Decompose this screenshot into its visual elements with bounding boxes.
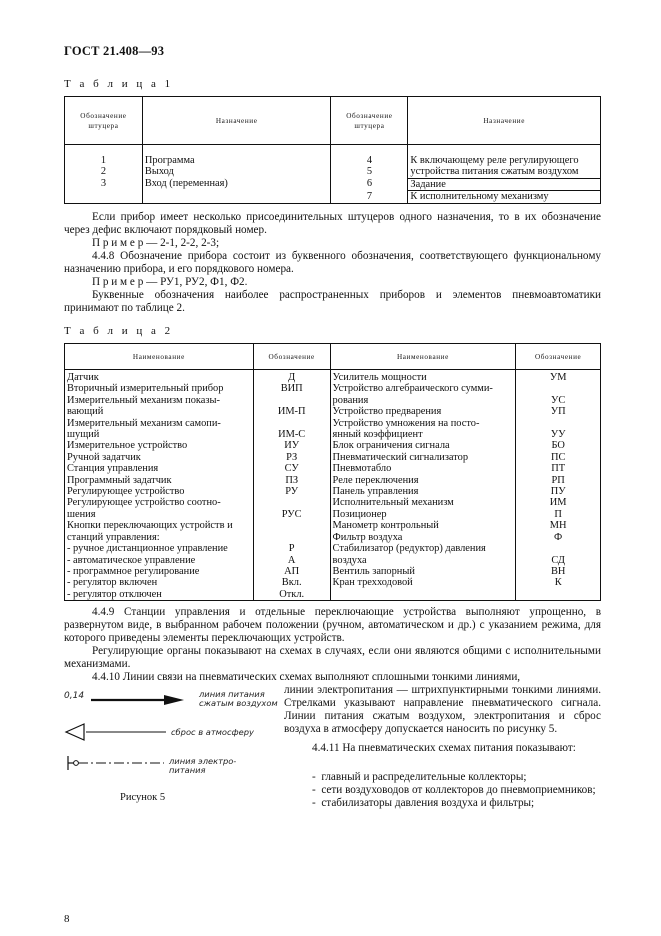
paragraph-4-4-11: 4.4.11 На пневматических схемах питания показывают: xyxy=(312,742,576,754)
table2-cell: Измерительный механизм показы- xyxy=(65,395,254,406)
table2-row xyxy=(65,440,601,451)
table2-row xyxy=(65,406,601,417)
table2-cell: Манометр контрольный xyxy=(330,520,516,531)
table2-cell xyxy=(516,418,601,429)
paragraph-4-4-10: 4.4.10 Линии связи на пневматических схемах выполняют сплошными тонкими линиями, xyxy=(92,671,521,683)
paragraph: Буквенные обозначения наиболее распространенных приборов и элементов пневмоавтоматики принимают по таблице 2. xyxy=(64,289,601,314)
table2-cell: Откл. xyxy=(253,589,330,601)
table2-cell xyxy=(253,418,330,429)
table1-cell: К включающему реле регулирующего xyxy=(408,155,601,166)
table2-cell: Измерительный механизм самопи- xyxy=(65,418,254,429)
table2-cell: Измерительное устройство xyxy=(65,440,254,451)
table2-row xyxy=(65,463,601,474)
table2-cell: ВН xyxy=(516,566,601,577)
table1-cell: К исполнительному механизму xyxy=(408,191,601,203)
table1-header: Обозначение штуцера xyxy=(65,97,143,145)
table2-cell: Панель управления xyxy=(330,486,516,497)
table2-cell: СУ xyxy=(253,463,330,474)
table2-cell: Регулирующее устройство соотно- xyxy=(65,497,254,508)
table2-cell: Программный задатчик xyxy=(65,475,254,486)
table2-caption: Т а б л и ц а 2 xyxy=(64,325,174,337)
table2-cell: вающий xyxy=(65,406,254,417)
table1-header: Назначение xyxy=(408,97,601,145)
table2-cell: РЗ xyxy=(253,452,330,463)
table2-cell: Ручной задатчик xyxy=(65,452,254,463)
table2-header: Обозначение xyxy=(253,344,330,370)
table2-cell: Исполнительный механизм xyxy=(330,497,516,508)
table2-cell: ПС xyxy=(516,452,601,463)
table1-header: Обозначение штуцера xyxy=(331,97,408,145)
table1-cell: устройства питания сжатым воздухом xyxy=(408,166,601,178)
table2-cell: ИМ-П xyxy=(253,406,330,417)
table2-cell: шущий xyxy=(65,429,254,440)
table2-cell: УС xyxy=(516,395,601,406)
table2-cell: БО xyxy=(516,440,601,451)
table2-cell: Вторичный измерительный прибор xyxy=(65,383,254,394)
table1-cell: 1 xyxy=(65,155,143,166)
terminal-circle-icon xyxy=(74,761,79,766)
paragraph: Если прибор имеет несколько присоединительных штуцеров одного назначения, то в их обозначение через дефис включают порядковый номер. xyxy=(64,211,601,236)
table2-cell: А xyxy=(253,555,330,566)
table2-cell: Устройство алгебраического сумми- xyxy=(330,383,516,394)
table2-cell: АП xyxy=(253,566,330,577)
table2-cell: ПТ xyxy=(516,463,601,474)
table2-row xyxy=(65,418,601,429)
figure5-caption: Рисунок 5 xyxy=(120,792,166,803)
figure5-label: линия электро- питания xyxy=(169,756,237,775)
page-number: 8 xyxy=(64,913,70,925)
table2-header: Наименование xyxy=(65,344,254,370)
table2-row xyxy=(65,486,601,497)
table2-cell: Стабилизатор (редуктор) давления xyxy=(330,543,516,554)
table2-cell: РУ xyxy=(253,486,330,497)
table2-cell: УМ xyxy=(516,370,601,384)
table2-cell: - автоматическое управление xyxy=(65,555,254,566)
paragraph: Регулирующие органы показывают на схемах в случаях, если они являются общими с исполнительными механизмами. xyxy=(64,645,601,670)
table2-cell: РП xyxy=(516,475,601,486)
table2-cell xyxy=(253,532,330,543)
table2-cell xyxy=(516,383,601,394)
table2-row xyxy=(65,497,601,508)
table2-row xyxy=(65,566,601,577)
table2-cell: УУ xyxy=(516,429,601,440)
table2-cell: Фильтр воздуха xyxy=(330,532,516,543)
table2-row xyxy=(65,543,601,554)
table1-cell: Задание xyxy=(408,178,601,190)
table2-row xyxy=(65,555,601,566)
example-line: П р и м е р — 2-1, 2-2, 2-3; xyxy=(92,237,220,249)
table2-cell: Вентиль запорный xyxy=(330,566,516,577)
table2-cell: К xyxy=(516,577,601,588)
table2-cell: УП xyxy=(516,406,601,417)
table2-cell: Д xyxy=(253,370,330,384)
document-header: ГОСТ 21.408—93 xyxy=(64,44,165,58)
table2-cell: Пневматический сигнализатор xyxy=(330,452,516,463)
table2-cell: Станция управления xyxy=(65,463,254,474)
open-arrow-icon xyxy=(66,724,84,740)
table2-cell: Кнопки переключающих устройств и xyxy=(65,520,254,531)
table2-cell: П xyxy=(516,509,601,520)
table2-cell: Вкл. xyxy=(253,577,330,588)
list-item: - сети воздуховодов от коллекторов до пневмоприемников; xyxy=(312,784,596,796)
table1-cell: 2 xyxy=(65,166,143,178)
table2-cell: ИМ-С xyxy=(253,429,330,440)
table2-row xyxy=(65,475,601,486)
table2-cell: Позиционер xyxy=(330,509,516,520)
arrow-head-icon xyxy=(164,695,184,705)
table2-cell: - ручное дистанционное управление xyxy=(65,543,254,554)
table2-cell: Регулирующее устройство xyxy=(65,486,254,497)
table1-caption: Т а б л и ц а 1 xyxy=(64,78,174,90)
table2-cell: ПЗ xyxy=(253,475,330,486)
list-item: - стабилизаторы давления воздуха и фильтры; xyxy=(312,797,535,809)
table2-cell: Устройство умножения на посто- xyxy=(330,418,516,429)
table2-header: Обозначение xyxy=(516,344,601,370)
table2-cell: Пневмотабло xyxy=(330,463,516,474)
figure5-label: линия питания сжатым воздухом xyxy=(199,689,278,708)
table1-header: Назначение xyxy=(142,97,331,145)
table2-row xyxy=(65,509,601,520)
paragraph-4-4-9: 4.4.9 Станции управления и отдельные переключающие устройства выполняют упрощенно, в развернутом виде, в выбранном рабочем положении (ручном, автоматическом и др.) с указанием режима, для которого приведены элементы переключающих устройств. xyxy=(64,606,601,644)
pressure-label: 0,14 xyxy=(64,691,85,701)
table2-row xyxy=(65,532,601,543)
table2-cell xyxy=(516,543,601,554)
table1-cell: Программа xyxy=(142,155,331,166)
table2-cell: Реле переключения xyxy=(330,475,516,486)
table1-cell: Вход (переменная) xyxy=(142,178,331,190)
figure5-label: сброс в атмосферу xyxy=(171,727,254,737)
table2-cell: МН xyxy=(516,520,601,531)
table1-cell: 3 xyxy=(65,178,143,190)
table2-cell: Датчик xyxy=(65,370,254,384)
table2-cell: ПУ xyxy=(516,486,601,497)
table2-cell: Ф xyxy=(516,532,601,543)
paragraph-4-4-10-cont: линии электропитания — штрихпунктирными тонкими линиями. Стрелками указывают направление пневматического сигнала. Линии питания сжатым воздухом, электропитания и сброс воздуха в атмосферу допускается наносить по рисунку 5. xyxy=(284,684,601,735)
table2-row xyxy=(65,383,601,394)
table2-cell: РУС xyxy=(253,509,330,520)
table2-cell: ИУ xyxy=(253,440,330,451)
table2-row xyxy=(65,520,601,531)
table1-cell: 4 xyxy=(331,155,408,166)
table2-cell: воздуха xyxy=(330,555,516,566)
table2-cell: Блок ограничения сигнала xyxy=(330,440,516,451)
table1-cell: 7 xyxy=(331,191,408,203)
table1 xyxy=(64,96,601,204)
table2-cell: - регулятор отключен xyxy=(65,589,254,601)
table2-cell xyxy=(330,589,516,601)
table2-cell: ИМ xyxy=(516,497,601,508)
table2-cell: СД xyxy=(516,555,601,566)
table2-cell: станций управления: xyxy=(65,532,254,543)
example-line: П р и м е р — РУ1, РУ2, Ф1, Ф2. xyxy=(92,276,248,288)
table2-cell: Р xyxy=(253,543,330,554)
table2 xyxy=(64,343,601,601)
table2-row xyxy=(65,395,601,406)
table2-cell: Устройство предварения xyxy=(330,406,516,417)
table1-cell: 6 xyxy=(331,178,408,190)
paragraph: 4.4.8 Обозначение прибора состоит из буквенного обозначения, соответствующего функциональному назначению прибора, и его порядкового номера. xyxy=(64,250,601,275)
table2-cell: Кран трехходовой xyxy=(330,577,516,588)
table2-row xyxy=(65,370,601,384)
table2-cell: - программное регулирование xyxy=(65,566,254,577)
table2-cell xyxy=(253,497,330,508)
table2-header: Наименование xyxy=(330,344,516,370)
table1-cell: 5 xyxy=(331,166,408,178)
table2-row xyxy=(65,452,601,463)
table2-cell: рования xyxy=(330,395,516,406)
list xyxy=(284,771,601,810)
list-item: - главный и распределительные коллекторы; xyxy=(312,771,527,783)
table2-row xyxy=(65,429,601,440)
table2-cell: - регулятор включен xyxy=(65,577,254,588)
table1-cell: Выход xyxy=(142,166,331,178)
table2-row xyxy=(65,577,601,588)
table2-row xyxy=(65,589,601,601)
table2-cell: янный коэффициент xyxy=(330,429,516,440)
table2-cell xyxy=(253,395,330,406)
table2-cell: ВИП xyxy=(253,383,330,394)
table2-cell xyxy=(516,589,601,601)
table2-cell: шения xyxy=(65,509,254,520)
table2-cell xyxy=(253,520,330,531)
table2-cell: Усилитель мощности xyxy=(330,370,516,384)
